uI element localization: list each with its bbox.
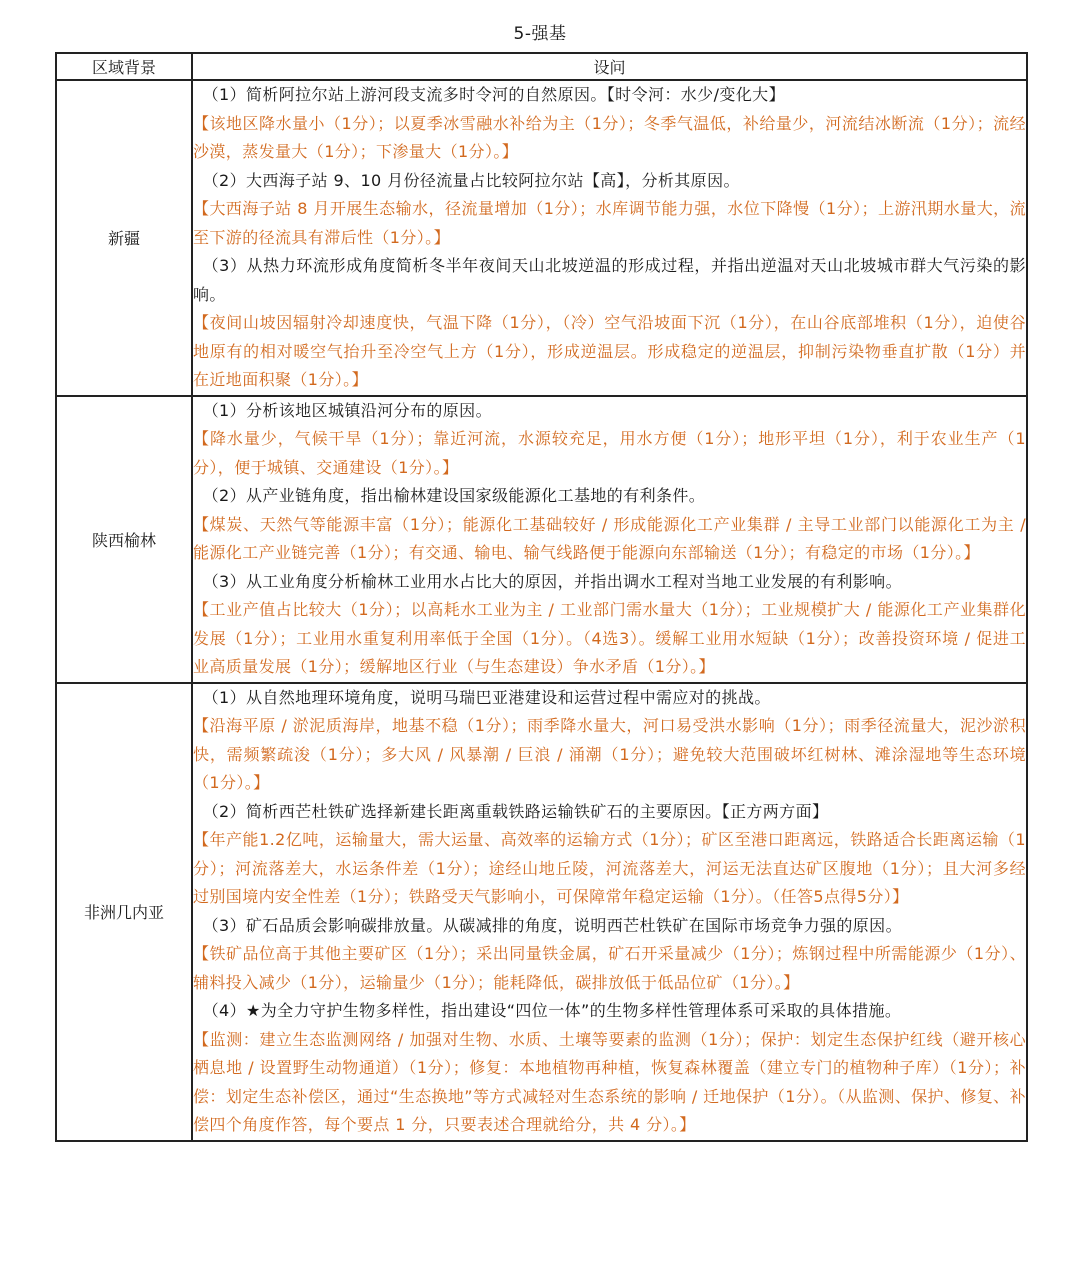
question-text: （1）分析该地区城镇沿河分布的原因。 (202, 400, 492, 420)
question-text: （3）矿石品质会影响碳排放量。从碳减排的角度，说明西芒杜铁矿在国际市场竞争力强的原因。 (202, 915, 902, 935)
answer-text: 【工业产值占比较大（1分）；以高耗水工业为主 / 工业部门需水量大（1分）；工业规模扩大 / 能源化工产业集群化发展（1分）；工业用水重复利用率低于全国（1分）。（4选3）。缓解工业用水短缺（1分）；改善投资环境 / 促进工业高质量发展（1分）；缓解地区行业（与生态建设）争水矛盾（1分）。】 (193, 600, 1026, 676)
question-text: （1）从自然地理环境角度，说明马瑞巴亚港建设和运营过程中需应对的挑战。 (202, 687, 771, 707)
question-table (55, 52, 1028, 1142)
question-text: （2）从产业链角度，指出榆林建设国家级能源化工基地的有利条件。 (202, 486, 706, 505)
content-yulin (192, 396, 1027, 683)
section-row-xinjiang (56, 80, 1027, 396)
region-guinea: 非洲几内亚 (56, 683, 192, 1141)
region-yulin: 陕西榆林 (56, 396, 192, 683)
question-text: （4）★为全力守护生物多样性，指出建设“四位一体”的生物多样性管理体系可采取的具体措施。 (202, 1001, 902, 1020)
answer-text: 【铁矿品位高于其他主要矿区（1分）；采出同量铁金属，矿石开采量减少（1分）；炼钢过程中所需能源少（1分）、辅料投入减少（1分），运输量少（1分）；能耗降低，碳排放低于低品位矿（1分）。】 (193, 944, 1026, 992)
section-row-guinea (56, 683, 1027, 1141)
table-header-row (56, 53, 1027, 80)
header-region: 区域背景 (56, 53, 192, 80)
answer-text: 【沿海平原 / 淤泥质海岸，地基不稳（1分）；雨季降水量大，河口易受洪水影响（1分）；雨季径流量大，泥沙淤积快，需频繁疏浚（1分）；多大风 / 风暴潮 / 巨浪 / 涌潮（1分）；避免较大范围破坏红树林、滩涂湿地等生态环境（1分）。】 (193, 716, 1026, 792)
question-text: （2）大西海子站 9、10 月份径流量占比较阿拉尔站【高】，分析其原因。 (202, 170, 740, 190)
region-xinjiang: 新疆 (56, 80, 192, 396)
answer-text: 【夜间山坡因辐射冷却速度快，气温下降（1分），（冷）空气沿坡面下沉（1分），在山谷底部堆积（1分），迫使谷地原有的相对暖空气抬升至冷空气上方（1分），形成逆温层。形成稳定的逆温层，抑制污染物垂直扩散（1分）并在近地面积聚（1分）。】 (193, 313, 1026, 389)
page-title: 5-强基 (513, 24, 567, 44)
content-guinea (192, 683, 1027, 1141)
content-xinjiang (192, 80, 1027, 396)
question-text: （3）从热力环流形成角度简析冬半年夜间天山北坡逆温的形成过程，并指出逆温对天山北坡城市群大气污染的影响。 (193, 256, 1026, 304)
question-text: （2）简析西芒杜铁矿选择新建长距离重载铁路运输铁矿石的主要原因。【正方两方面】 (202, 801, 829, 821)
answer-text: 【煤炭、天然气等能源丰富（1分）；能源化工基础较好 / 形成能源化工产业集群 / 主导工业部门以能源化工为主 / 能源化工产业链完善（1分）；有交通、输电、输气线路便于能源向东部输送（1分）；有稳定的市场（1分）。】 (193, 514, 1026, 562)
answer-text: 【监测：建立生态监测网络 / 加强对生物、水质、土壤等要素的监测（1分）；保护：划定生态保护红线（避开核心栖息地 / 设置野生动物通道）（1分）；修复：本地植物再种植，恢复森林覆盖（建立专门的植物种子库）（1分）；补偿：划定生态补偿区，通过“生态换地”等方式减轻对生态系统的影响 / 迁地保护（1分）。（从监测、保护、修复、补偿四个角度作答，每个要点 1 分，只要表述合理就给分，共 4 分）。】 (193, 1029, 1026, 1134)
section-row-yulin (56, 396, 1027, 683)
answer-text: 【该地区降水量小（1分）；以夏季冰雪融水补给为主（1分）；冬季气温低，补给量少，河流结冰断流（1分）；流经沙漠，蒸发量大（1分）；下渗量大（1分）。】 (193, 113, 1026, 161)
answer-text: 【年产能1.2亿吨，运输量大，需大运量、高效率的运输方式（1分）；矿区至港口距离远，铁路适合长距离运输（1分）；河流落差大，水运条件差（1分）；途经山地丘陵，河流落差大，河运无法直达矿区腹地（1分）；且大河多经过别国境内安全性差（1分）；铁路受天气影响小，可保障常年稳定运输（1分）。（任答5点得5分）】 (193, 830, 1026, 906)
header-question: 设问 (192, 53, 1027, 80)
question-text: （1）简析阿拉尔站上游河段支流多时令河的自然原因。【时令河：水少/变化大】 (202, 85, 785, 104)
answer-text: 【降水量少，气候干旱（1分）；靠近河流，水源较充足，用水方便（1分）；地形平坦（1分），利于农业生产（1分），便于城镇、交通建设（1分）。】 (193, 429, 1026, 477)
answer-text: 【大西海子站 8 月开展生态输水，径流量增加（1分）；水库调节能力强，水位下降慢（1分）；上游汛期水量大，流至下游的径流具有滞后性（1分）。】 (193, 199, 1026, 247)
question-text: （3）从工业角度分析榆林工业用水占比大的原因，并指出调水工程对当地工业发展的有利影响。 (202, 571, 902, 591)
